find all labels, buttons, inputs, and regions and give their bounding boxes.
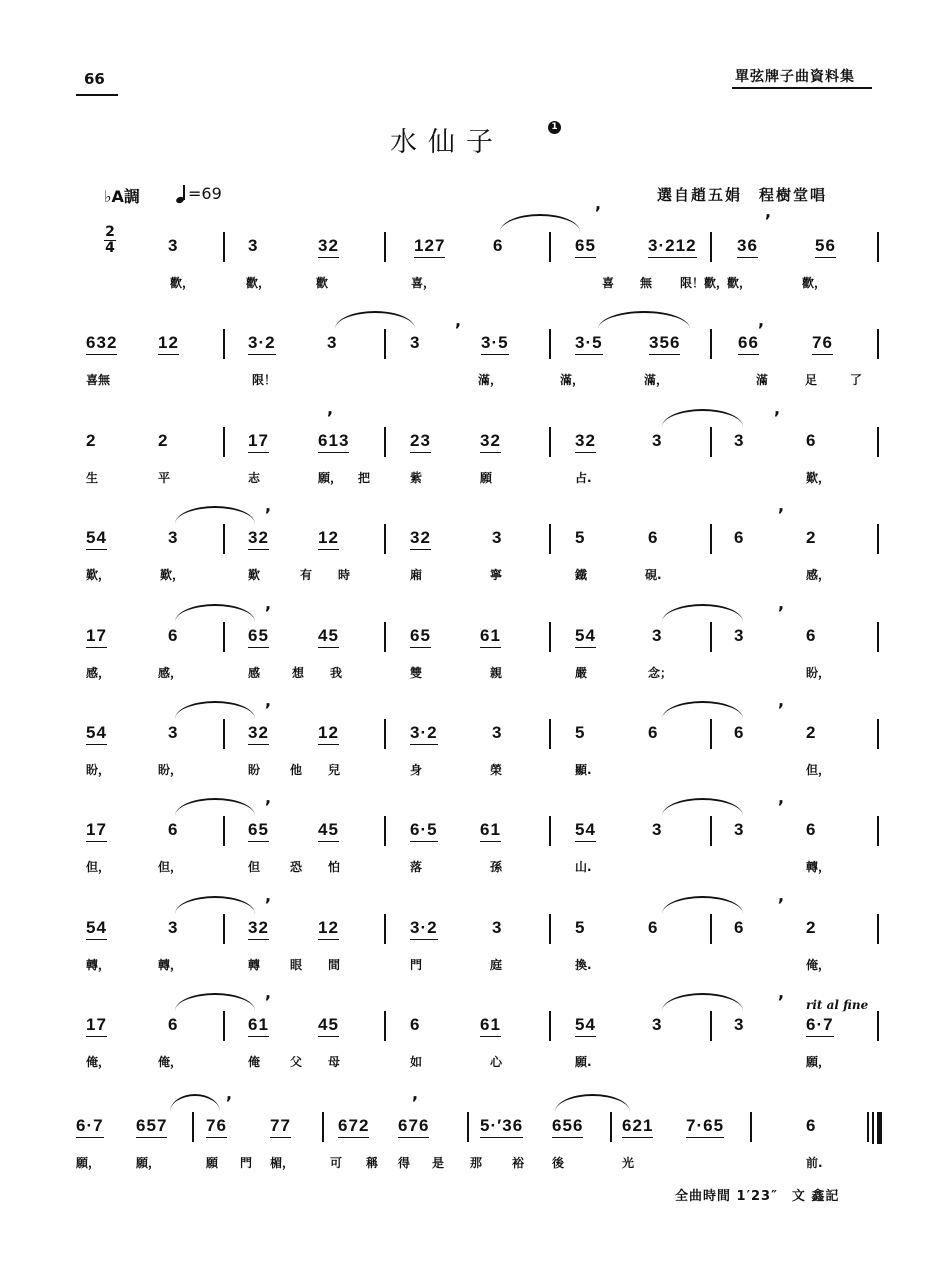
note-group: 17 [86, 1015, 107, 1037]
note-group: 2 [806, 918, 817, 937]
lyric-syllable: 寧 [490, 568, 503, 582]
note-group: 6 [648, 528, 659, 547]
lyric-syllable: 盼， [86, 763, 111, 777]
lyric-syllable: 轉， [158, 958, 183, 972]
note-group: 6 [734, 723, 745, 742]
lyric-syllable: 歡 [316, 276, 329, 290]
lyric-syllable: 山. [575, 860, 592, 874]
bar-line [877, 1011, 879, 1041]
note-group: 61 [248, 1015, 269, 1037]
note-group: 3 [168, 723, 179, 742]
bar-line [710, 816, 712, 846]
note-group: 6 [168, 820, 179, 839]
time-signature-bottom: 4 [105, 240, 115, 256]
breath-mark: , [265, 788, 272, 807]
note-group: 613 [318, 431, 349, 453]
note-group: 3·2 [248, 333, 276, 355]
note-group: 77 [270, 1116, 291, 1138]
lyric-syllable: 歡， [802, 276, 827, 290]
breath-mark: , [412, 1084, 419, 1103]
note-group: 3 [734, 820, 745, 839]
note-group: 32 [248, 918, 269, 940]
bar-line [610, 1112, 612, 1142]
bar-line [223, 914, 225, 944]
lyric-syllable: 裕 [512, 1156, 525, 1170]
bar-line [384, 524, 386, 554]
lyric-syllable: 但， [158, 860, 183, 874]
staff-row [0, 311, 944, 421]
bar-line [322, 1112, 324, 1142]
note-group: 3 [652, 626, 663, 645]
note-group: 6 [648, 723, 659, 742]
note-group: 7·65 [686, 1116, 724, 1138]
note-group: 3·212 [648, 236, 697, 258]
note-group: 32 [248, 528, 269, 550]
note-group: 6 [648, 918, 659, 937]
lyric-syllable: 滿， [560, 373, 585, 387]
note-group: 12 [318, 528, 339, 550]
tempo-marking [176, 184, 222, 203]
bar-line [710, 232, 712, 262]
note-group: 3 [492, 918, 503, 937]
lyric-syllable: 感 [248, 666, 261, 680]
staff-row [0, 886, 944, 1006]
lyric-syllable: 硯. [645, 568, 662, 582]
bar-line [549, 524, 551, 554]
note-group: 3 [652, 1015, 663, 1034]
lyric-syllable: 可 [330, 1156, 343, 1170]
lyric-syllable: 願 [206, 1156, 219, 1170]
bar-line [384, 329, 386, 359]
lyric-syllable: 時 [338, 568, 351, 582]
lyric-syllable: 限！ [252, 373, 277, 387]
breath-mark: , [778, 788, 785, 807]
note-group: 54 [86, 723, 107, 745]
lyric-syllable: 父 [290, 1055, 303, 1069]
note-group: 65 [575, 236, 596, 258]
book-title: 單弦牌子曲資料集 [735, 69, 855, 85]
lyric-syllable: 廂 [410, 568, 423, 582]
note-group: 17 [86, 820, 107, 842]
breath-mark: , [774, 399, 781, 418]
bar-line [223, 1011, 225, 1041]
note-group: 61 [480, 626, 501, 648]
lyric-syllable: 他 [290, 763, 303, 777]
lyric-syllable: 想 [292, 666, 305, 680]
note-group: 54 [86, 528, 107, 550]
breath-mark: , [265, 886, 272, 905]
bar-line [223, 427, 225, 457]
note-group: 12 [158, 333, 179, 355]
lyric-syllable: 間 [328, 958, 341, 972]
note-group: 656 [552, 1116, 583, 1138]
note-group: 6 [734, 528, 745, 547]
note-group: 5 [575, 528, 586, 547]
lyric-syllable: 紫 [410, 471, 423, 485]
lyric-syllable: 盼 [248, 763, 261, 777]
breath-mark: , [265, 496, 272, 515]
lyric-syllable: 轉 [248, 958, 261, 972]
tempo-value: =69 [188, 184, 222, 203]
note-group: 632 [86, 333, 117, 355]
note-group: 5 [575, 918, 586, 937]
lyric-syllable: 但 [248, 860, 261, 874]
breath-mark: , [595, 194, 602, 213]
slur-arc [500, 214, 580, 232]
lyric-syllable: 孫 [490, 860, 503, 874]
lyric-syllable: 盼， [806, 666, 831, 680]
bar-line [549, 427, 551, 457]
lyric-syllable: 滿 [756, 373, 769, 387]
lyric-syllable: 感， [158, 666, 183, 680]
lyric-syllable: 歡， [246, 276, 271, 290]
lyric-syllable: 喜無 [86, 373, 111, 387]
note-group: 12 [318, 918, 339, 940]
lyric-syllable: 是 [432, 1156, 445, 1170]
lyric-syllable: 願， [318, 471, 343, 485]
note-group: 54 [86, 918, 107, 940]
lyric-syllable: 如 [410, 1055, 423, 1069]
lyric-syllable: 願， [806, 1055, 831, 1069]
lyric-syllable: 生 [86, 471, 99, 485]
lyric-syllable: 願， [76, 1156, 101, 1170]
note-group: 6 [806, 1116, 817, 1135]
lyric-syllable: 念； [648, 666, 673, 680]
bar-line [877, 232, 879, 262]
note-group: 3·5 [481, 333, 509, 355]
note-group: 6 [806, 820, 817, 839]
note-group: 32 [318, 236, 339, 258]
lyric-syllable: 俺， [806, 958, 831, 972]
note-group: 3 [652, 431, 663, 450]
note-group: 657 [136, 1116, 167, 1138]
note-group: 3 [734, 626, 745, 645]
breath-mark: , [778, 691, 785, 710]
duration-footer: 全曲時間 1′23″ 文 鑫記 [675, 1189, 840, 1204]
breath-mark: , [778, 983, 785, 1002]
note-group: 6 [168, 626, 179, 645]
breath-mark: , [765, 202, 772, 221]
lyric-syllable: 母 [328, 1055, 341, 1069]
note-group: 54 [575, 820, 596, 842]
bar-line [549, 914, 551, 944]
quarter-note-icon [176, 185, 186, 203]
note-group: 6 [410, 1015, 421, 1034]
source-credit: 選自趙五娟 程樹堂唱 [657, 186, 828, 204]
note-group: 32 [575, 431, 596, 453]
lyric-syllable: 限！歡， [680, 276, 729, 290]
lyric-syllable: 心 [490, 1055, 503, 1069]
bar-line [867, 1112, 869, 1142]
note-group: 5·′36 [480, 1116, 523, 1138]
bar-line [384, 622, 386, 652]
lyric-syllable: 歡， [727, 276, 752, 290]
bar-line [710, 329, 712, 359]
note-group: 32 [410, 528, 431, 550]
lyric-syllable: 歡， [170, 276, 195, 290]
song-title: 水仙子 [390, 127, 504, 158]
lyric-syllable: 盼， [158, 763, 183, 777]
bar-line [384, 1011, 386, 1041]
lyric-syllable: 俺， [86, 1055, 111, 1069]
lyric-syllable: 但， [86, 860, 111, 874]
footnote-mark-icon: 1 [548, 121, 561, 134]
lyric-syllable: 感， [806, 568, 831, 582]
breath-mark: , [455, 311, 462, 330]
note-group: 6·7 [806, 1015, 834, 1037]
key-signature: ♭A調 [104, 187, 140, 206]
bar-line [710, 1011, 712, 1041]
breath-mark: , [778, 496, 785, 515]
bar-line [549, 329, 551, 359]
note-group: 3 [734, 431, 745, 450]
lyric-syllable: 親 [490, 666, 503, 680]
bar-line [384, 816, 386, 846]
lyric-syllable: 那 [470, 1156, 483, 1170]
lyric-syllable: 後 [552, 1156, 565, 1170]
lyric-syllable: 轉， [86, 958, 111, 972]
note-group: 3 [168, 918, 179, 937]
lyric-syllable: 庭 [490, 958, 503, 972]
note-group: 65 [410, 626, 431, 648]
lyric-syllable: 喜 [602, 276, 615, 290]
lyric-syllable: 怕 [328, 860, 341, 874]
note-group: 61 [480, 1015, 501, 1037]
breath-mark: , [265, 691, 272, 710]
staff-row [0, 594, 944, 714]
breath-mark: , [327, 399, 334, 418]
lyric-syllable: 無 [640, 276, 653, 290]
bar-line [192, 1112, 194, 1142]
bar-line [877, 329, 879, 359]
bar-line [750, 1112, 752, 1142]
breath-mark: , [265, 594, 272, 613]
lyric-syllable: 榮 [490, 763, 503, 777]
lyric-syllable: 楣， [270, 1156, 295, 1170]
note-group: 6 [493, 236, 504, 255]
lyric-syllable: 滿， [478, 373, 503, 387]
bar-line [877, 914, 879, 944]
lyric-syllable: 歎， [160, 568, 185, 582]
time-signature-top: 2 [105, 224, 115, 240]
note-group: 3 [492, 528, 503, 547]
bar-line [877, 719, 879, 749]
lyric-syllable: 志 [248, 471, 261, 485]
lyric-syllable: 滿， [644, 373, 669, 387]
lyric-syllable: 顯. [575, 763, 592, 777]
lyric-syllable: 雙 [410, 666, 423, 680]
breath-mark: , [778, 594, 785, 613]
lyric-syllable: 有 [300, 568, 313, 582]
note-group: 65 [248, 820, 269, 842]
note-group: 2 [806, 528, 817, 547]
bar-line [223, 816, 225, 846]
note-group: 65 [248, 626, 269, 648]
lyric-syllable: 落 [410, 860, 423, 874]
lyric-syllable: 我 [330, 666, 343, 680]
lyric-syllable: 俺， [158, 1055, 183, 1069]
lyric-syllable: 鐵 [575, 568, 588, 582]
staff-row [0, 496, 944, 616]
note-group: 6·7 [76, 1116, 104, 1138]
note-group: 6 [168, 1015, 179, 1034]
bar-line [710, 719, 712, 749]
note-group: 76 [206, 1116, 227, 1138]
lyric-syllable: 足 [805, 373, 818, 387]
lyric-syllable: 光 [622, 1156, 635, 1170]
note-group: 66 [738, 333, 759, 355]
final-bar-thin [872, 1112, 874, 1144]
lyric-syllable: 把 [358, 471, 371, 485]
note-group: 45 [318, 1015, 339, 1037]
note-group: 127 [414, 236, 445, 258]
bar-line [549, 622, 551, 652]
bar-line [710, 427, 712, 457]
note-group: 3 [410, 333, 421, 352]
staff-row [0, 691, 944, 811]
bar-line [223, 232, 225, 262]
lyric-syllable: 眼 [290, 958, 303, 972]
lyric-syllable: 占. [575, 471, 592, 485]
bar-line [549, 816, 551, 846]
note-group: 54 [575, 1015, 596, 1037]
lyric-syllable: 平 [158, 471, 171, 485]
breath-mark: , [758, 311, 765, 330]
lyric-syllable: 轉， [806, 860, 831, 874]
bar-line [223, 622, 225, 652]
note-group: 3 [248, 236, 259, 255]
note-group: 2 [806, 723, 817, 742]
note-group: 45 [318, 820, 339, 842]
note-group: 3·2 [410, 918, 438, 940]
note-group: 621 [622, 1116, 653, 1138]
note-group: 17 [86, 626, 107, 648]
bar-line [710, 914, 712, 944]
lyric-syllable: 了 [850, 373, 863, 387]
lyric-syllable: 俺 [248, 1055, 261, 1069]
bar-line [384, 719, 386, 749]
note-group: 356 [649, 333, 680, 355]
lyric-syllable: 願 [480, 471, 493, 485]
page-number-rule [76, 94, 118, 96]
lyric-syllable: 但， [806, 763, 831, 777]
note-group: 17 [248, 431, 269, 453]
note-group: 54 [575, 626, 596, 648]
bar-line [223, 719, 225, 749]
lyric-syllable: 歎， [806, 471, 831, 485]
bar-line [223, 329, 225, 359]
bar-line [549, 1011, 551, 1041]
lyric-syllable: 兒 [328, 763, 341, 777]
lyric-syllable: 換. [575, 958, 592, 972]
bar-line [549, 232, 551, 262]
staff-row [0, 399, 944, 519]
note-group: 2 [158, 431, 169, 450]
final-bar-thick [877, 1112, 882, 1144]
note-group: 3 [734, 1015, 745, 1034]
bar-line [710, 524, 712, 554]
lyric-syllable: 身 [410, 763, 423, 777]
staff-row [0, 983, 944, 1103]
lyric-syllable: 願， [136, 1156, 161, 1170]
breath-mark: , [226, 1084, 233, 1103]
note-group: 3 [327, 333, 338, 352]
breath-mark: , [265, 983, 272, 1002]
bar-line [223, 524, 225, 554]
note-group: 6 [806, 431, 817, 450]
note-group: 6 [806, 626, 817, 645]
bar-line [384, 232, 386, 262]
lyric-syllable: 前. [806, 1156, 823, 1170]
note-group: 32 [480, 431, 501, 453]
lyric-syllable: 門 [240, 1156, 253, 1170]
lyric-syllable: 得 [398, 1156, 411, 1170]
rit-marking: rit al fine [806, 998, 869, 1012]
note-group: 6·5 [410, 820, 438, 842]
bar-line [384, 427, 386, 457]
note-group: 76 [812, 333, 833, 355]
bar-line [710, 622, 712, 652]
note-group: 3 [492, 723, 503, 742]
lyric-syllable: 歎， [86, 568, 111, 582]
note-group: 2 [86, 431, 97, 450]
note-group: 3 [168, 236, 179, 255]
bar-line [467, 1112, 469, 1142]
note-group: 23 [410, 431, 431, 453]
breath-mark: , [778, 886, 785, 905]
note-group: 672 [338, 1116, 369, 1138]
note-group: 36 [737, 236, 758, 258]
note-group: 32 [248, 723, 269, 745]
bar-line [877, 524, 879, 554]
bar-line [549, 719, 551, 749]
note-group: 3·2 [410, 723, 438, 745]
lyric-syllable: 稱 [366, 1156, 379, 1170]
note-group: 3 [168, 528, 179, 547]
bar-line [384, 914, 386, 944]
note-group: 56 [815, 236, 836, 258]
note-group: 676 [398, 1116, 429, 1138]
lyric-syllable: 喜， [411, 276, 436, 290]
bar-line [877, 427, 879, 457]
note-group: 5 [575, 723, 586, 742]
lyric-syllable: 嚴 [575, 666, 588, 680]
note-group: 61 [480, 820, 501, 842]
lyric-syllable: 恐 [290, 860, 303, 874]
lyric-syllable: 歎 [248, 568, 261, 582]
lyric-syllable: 願. [575, 1055, 592, 1069]
note-group: 12 [318, 723, 339, 745]
staff-row [0, 788, 944, 908]
book-title-rule [732, 87, 872, 89]
bar-line [877, 816, 879, 846]
bar-line [877, 622, 879, 652]
note-group: 45 [318, 626, 339, 648]
note-group: 6 [734, 918, 745, 937]
lyric-syllable: 門 [410, 958, 423, 972]
page-number: 66 [84, 70, 105, 88]
note-group: 3·5 [575, 333, 603, 355]
note-group: 3 [652, 820, 663, 839]
lyric-syllable: 感， [86, 666, 111, 680]
